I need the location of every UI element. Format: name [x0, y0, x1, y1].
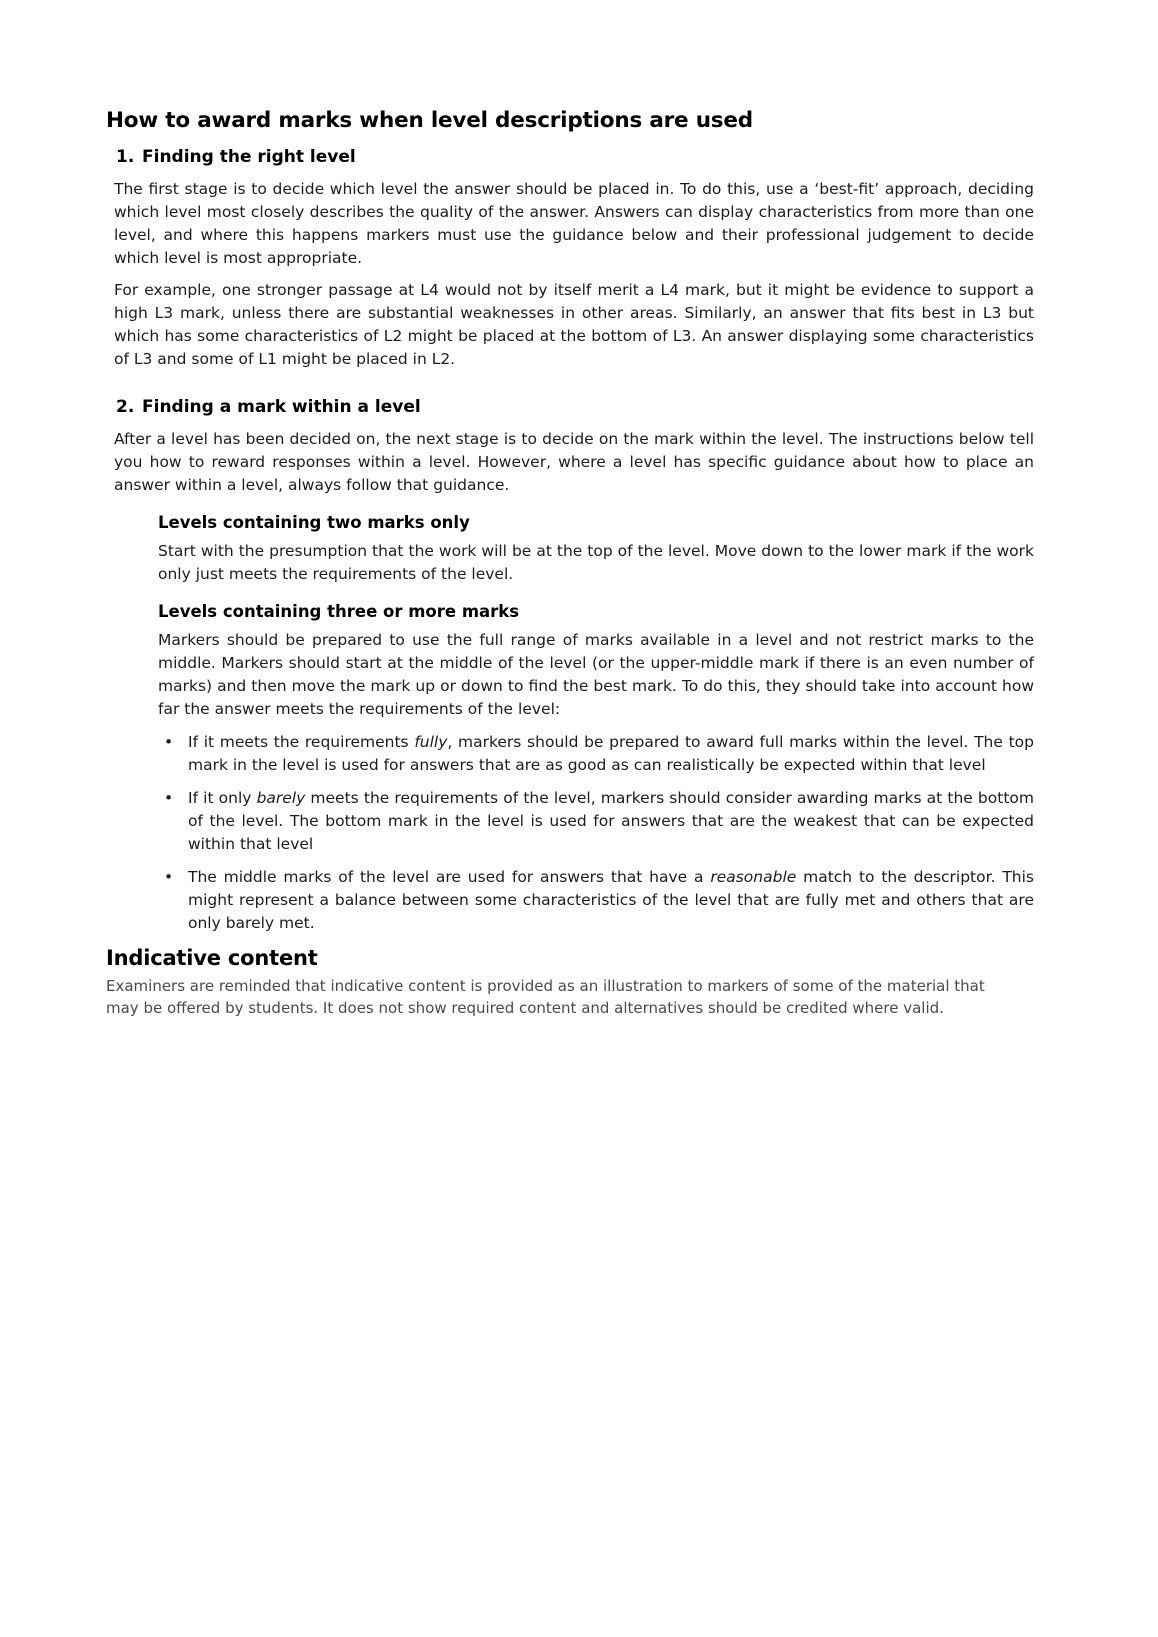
subsection-three-marks [158, 601, 1034, 721]
bullet-3-emphasis: reasonable [710, 868, 797, 886]
subsection-three-marks-heading: Levels containing three or more marks [158, 602, 520, 621]
section-2-number: 2. [116, 397, 135, 417]
page-title: How to award marks when level descriptions are used [106, 108, 753, 133]
bullet-3-text-post: match to the descriptor. This might represent a balance between some characteristics of the level that are fully met and others that are only barely met. [188, 868, 1034, 932]
list-item [158, 866, 1034, 935]
section-1-heading-label: Finding the right level [142, 147, 356, 167]
subsection-two-marks [158, 512, 1034, 586]
bullet-2-text-pre: If it only [188, 789, 257, 807]
subsection-two-marks-heading: Levels containing two marks only [158, 513, 470, 532]
bullet-icon: • [164, 789, 174, 807]
section-1-paragraph-1: The first stage is to decide which level the answer should be placed in. To do this, use a ‘best-fit’ approach, deciding which level most closely describes the quality of the answer. Answers can display characteristics from more than one level, and where this happens markers must use the guidance below and their professional judgement to decide which level is most appropriate. [114, 180, 1034, 267]
bullet-icon: • [164, 868, 174, 886]
subsection-three-marks-paragraph: Markers should be prepared to use the full range of marks available in a level and not restrict marks to the middle. Markers should start at the middle of the level (or the upper-middle mark if there is an even number of marks) and then move the mark up or down to find the best mark. To do this, they should take into account how far the answer meets the requirements of the level: [158, 631, 1034, 718]
bullet-1-text-pre: If it meets the requirements [188, 733, 415, 751]
section-2-heading [116, 395, 1034, 419]
section-1-number: 1. [116, 147, 135, 167]
list-item [158, 731, 1034, 777]
section-indicative-content [106, 945, 1034, 1019]
section-2-heading-label: Finding a mark within a level [142, 397, 421, 417]
bullet-2-emphasis: barely [256, 789, 306, 807]
section-1-heading [116, 145, 1034, 169]
indicative-content-heading: Indicative content [106, 946, 318, 970]
section-finding-mark-within-level [106, 395, 1034, 935]
bullet-1-emphasis: fully [414, 733, 448, 751]
section-finding-right-level [106, 145, 1034, 371]
list-item [158, 787, 1034, 856]
bullet-2-text-post: meets the requirements of the level, markers should consider awarding marks at the bottom of the level. The bottom mark in the level is used for answers that are the weakest that can be expected within that level [188, 789, 1034, 853]
marking-guidance-bullet-list [158, 731, 1034, 935]
bullet-3-text-pre: The middle marks of the level are used for answers that have a [188, 868, 711, 886]
subsection-two-marks-paragraph: Start with the presumption that the work will be at the top of the level. Move down to the lower mark if the work only just meets the requirements of the level. [158, 542, 1034, 583]
section-1-paragraph-2: For example, one stronger passage at L4 would not by itself merit a L4 mark, but it might be evidence to support a high L3 mark, unless there are substantial weaknesses in other areas. Similarly, an answer that fits best in L3 but which has some characteristics of L2 might be placed at the bottom of L3. An answer displaying some characteristics of L3 and some of L1 might be placed in L2. [114, 281, 1034, 368]
bullet-icon: • [164, 733, 174, 751]
indicative-content-paragraph: Examiners are reminded that indicative content is provided as an illustration to markers of some of the material that may be offered by students. It does not show required content and alternatives should be credited where valid. [106, 977, 985, 1017]
section-2-paragraph: After a level has been decided on, the next stage is to decide on the mark within the level. The instructions below tell you how to reward responses within a level. However, where a level has specific guidance about how to place an answer within a level, always follow that guidance. [114, 430, 1034, 494]
bullet-1-text-post: , markers should be prepared to award full marks within the level. The top mark in the level is used for answers that are as good as can realistically be expected within that level [188, 733, 1034, 774]
